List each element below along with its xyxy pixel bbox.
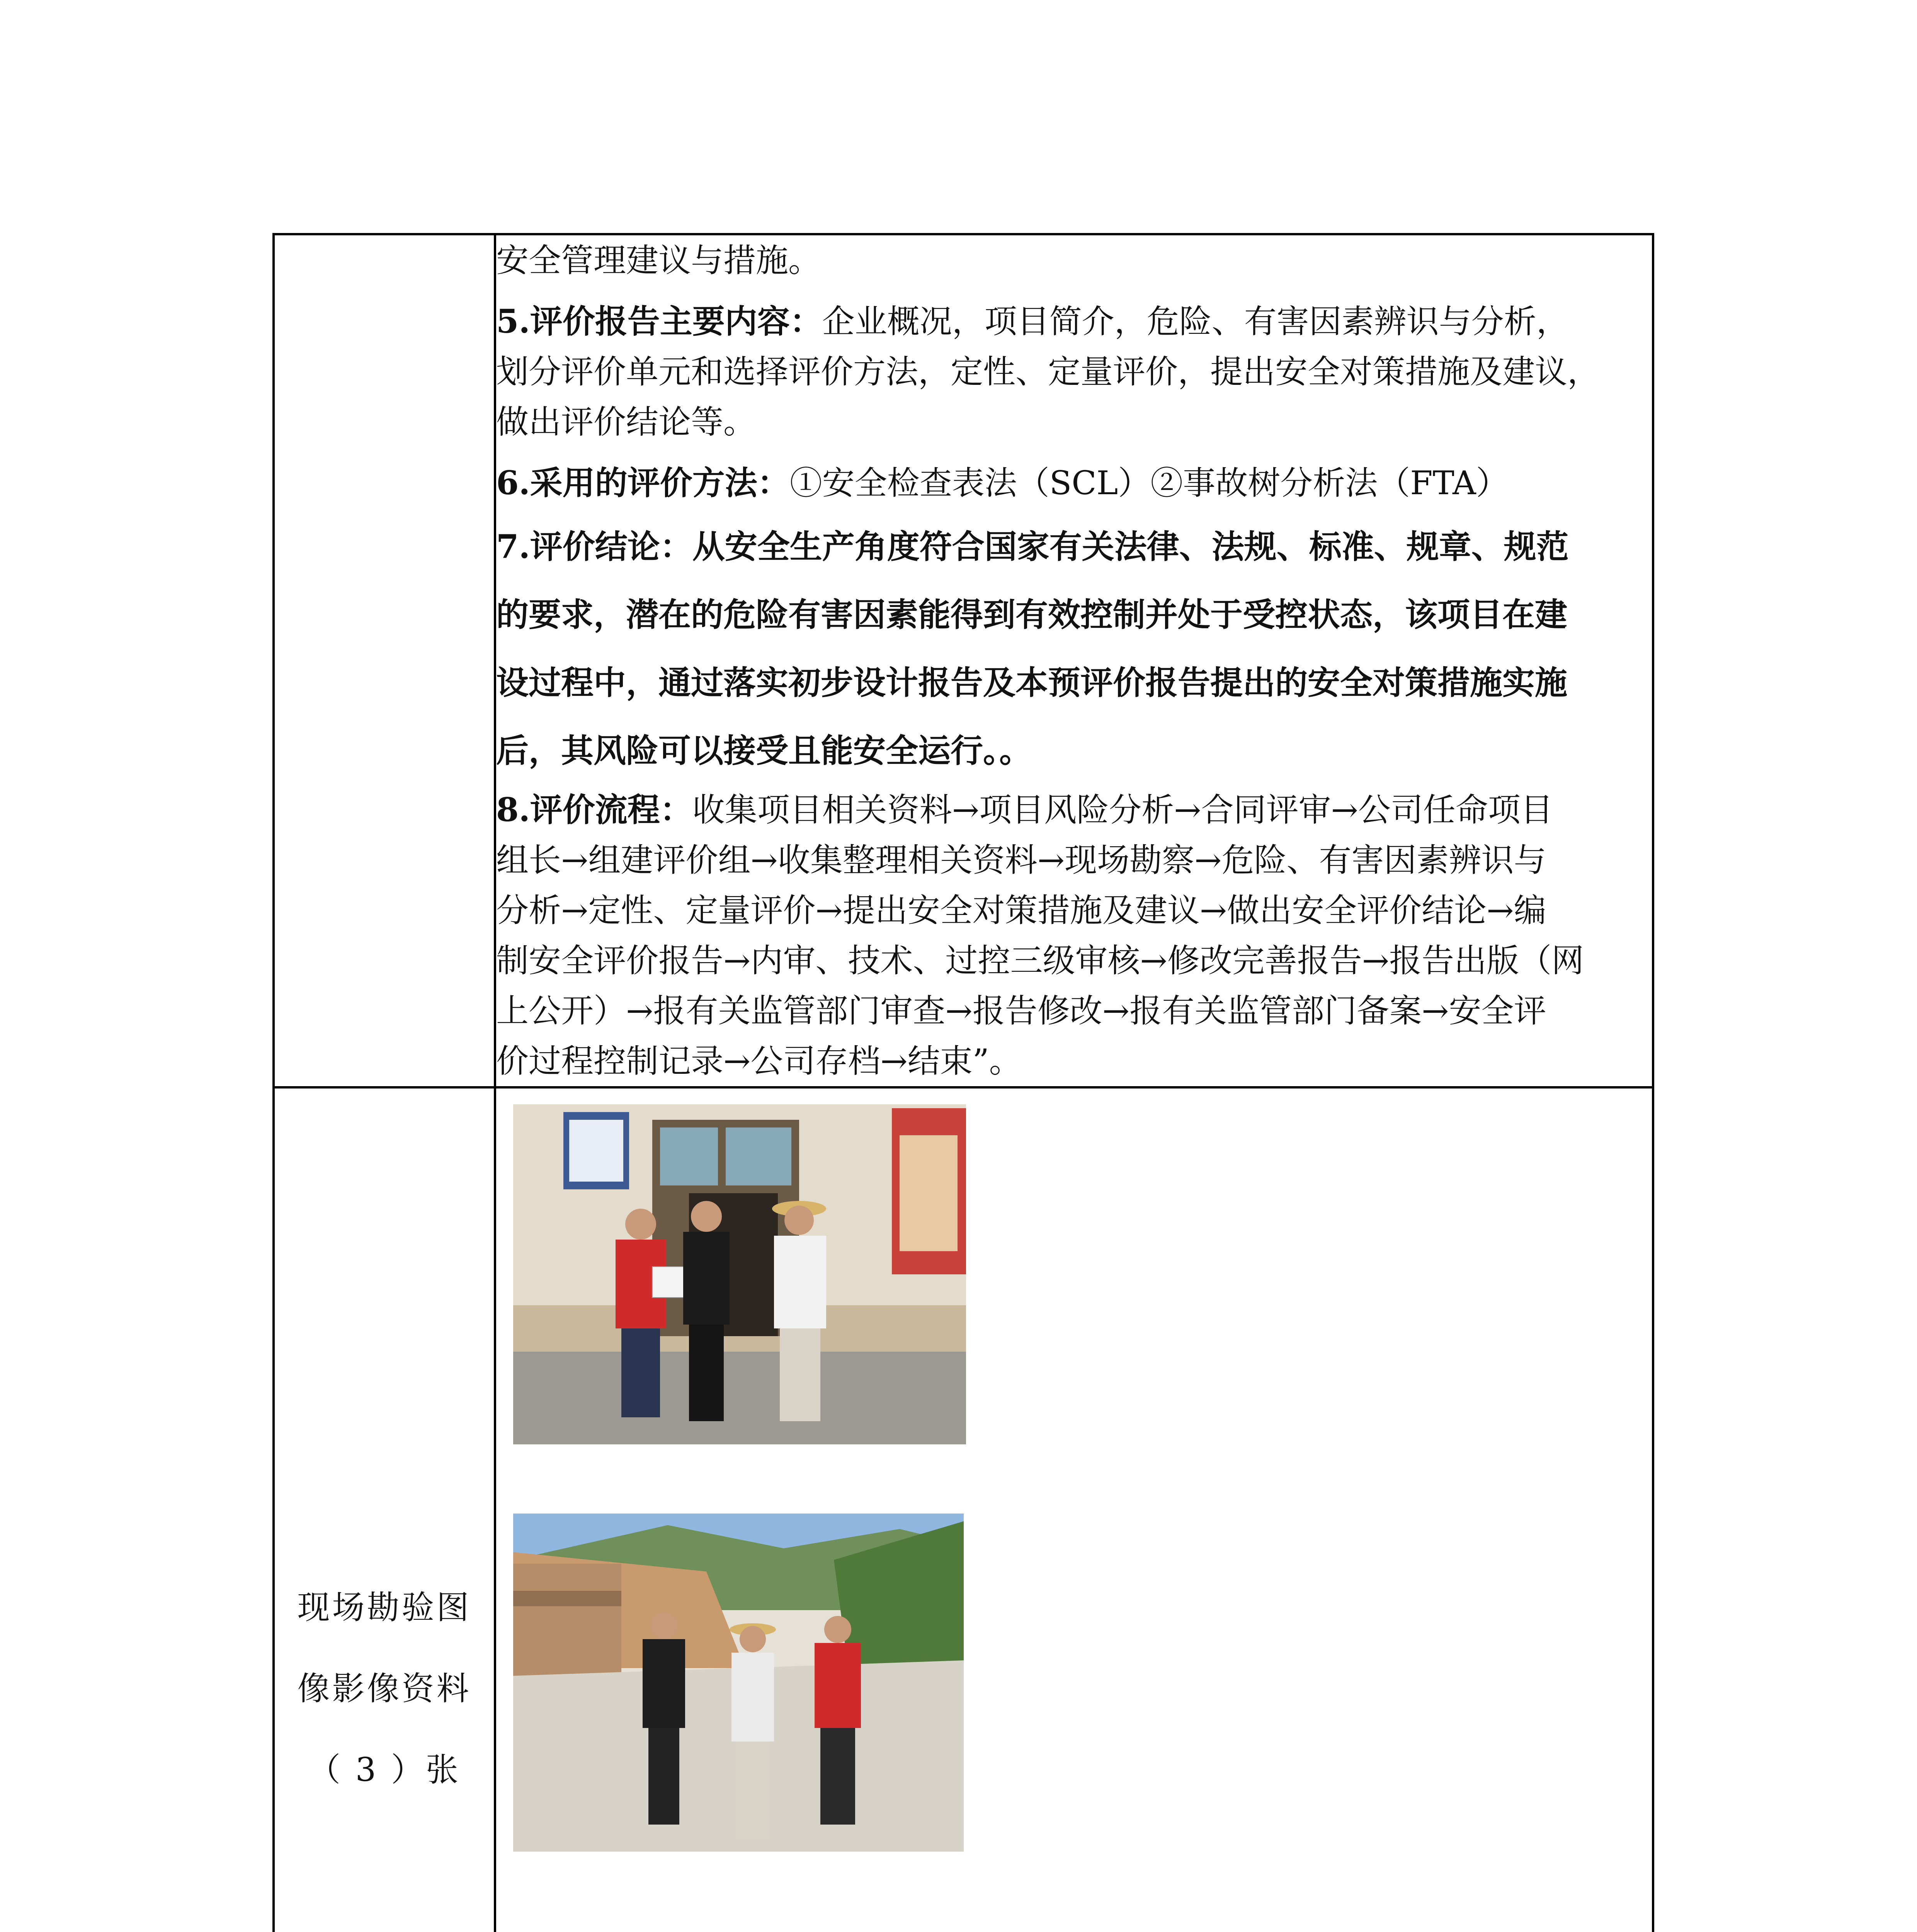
item6-text: ①安全检查表法（SCL）②事故树分析法（FTA） <box>789 464 1509 502</box>
photos-label-cell <box>274 1087 495 1932</box>
item8-line2: 组长→组建评价组→收集整理相关资料→现场勘察→危险、有害因素辨识与 <box>496 841 1546 879</box>
photos-label-line3: （ 3 ）张 <box>308 1750 461 1789</box>
item5-label: 5.评价报告主要内容： <box>496 302 822 340</box>
item8-line4: 制安全评价报告→内审、技术、过控三级审核→修改完善报告→报告出版（网 <box>496 942 1584 980</box>
item6-label: 6.采用的评价方法： <box>496 464 790 502</box>
item8-line5: 上公开）→报有关监管部门审查→报告修改→报有关监管部门备案→安全评 <box>496 992 1546 1030</box>
item-6 <box>496 458 1652 508</box>
item8-line3: 分析→定性、定量评价→提出安全对策措施及建议→做出安全评价结论→编 <box>496 891 1546 929</box>
photo-group-at-quarry-icon <box>513 1514 964 1852</box>
site-photo-1 <box>513 1104 966 1444</box>
item8-line1: 收集项目相关资料→项目风险分析→合同评审→公司任命项目 <box>692 791 1553 829</box>
evaluation-details-row <box>274 234 1653 1087</box>
item-8 <box>496 785 1652 1086</box>
item7-line4: 后，其风险可以接受且能安全运行。。 <box>496 731 1032 770</box>
item-5 <box>496 296 1652 447</box>
item7-line2: 的要求，潜在的危险有害因素能得到有效控制并处于受控状态，该项目在建 <box>496 595 1568 634</box>
photos-label-line1: 现场勘验图 <box>297 1588 471 1626</box>
photos-label-line2: 像影像资料 <box>297 1669 471 1708</box>
evaluation-details-cell <box>495 234 1653 1087</box>
site-photo-2 <box>513 1514 964 1852</box>
empty-label-cell <box>274 234 495 1087</box>
item8-label: 8.评价流程： <box>496 791 692 829</box>
item7-line1: 7.评价结论：从安全生产角度符合国家有关法律、法规、标准、规章、规范 <box>496 527 1569 566</box>
item-7 <box>496 513 1652 785</box>
item5-line3: 做出评价结论等。 <box>496 403 756 441</box>
item5-line1: 企业概况，项目简介，危险、有害因素辨识与分析， <box>822 303 1569 340</box>
continued-line: 安全管理建议与措施。 <box>496 242 821 279</box>
item5-line2: 划分评价单元和选择评价方法，定性、定量评价，提出安全对策措施及建议， <box>496 353 1600 391</box>
photo-group-at-door-icon <box>513 1104 966 1444</box>
item7-line3: 设过程中，通过落实初步设计报告及本预评价报告提出的安全对策措施实施 <box>496 663 1568 702</box>
item8-line6: 价过程控制记录→公司存档→结束”。 <box>496 1042 1022 1080</box>
